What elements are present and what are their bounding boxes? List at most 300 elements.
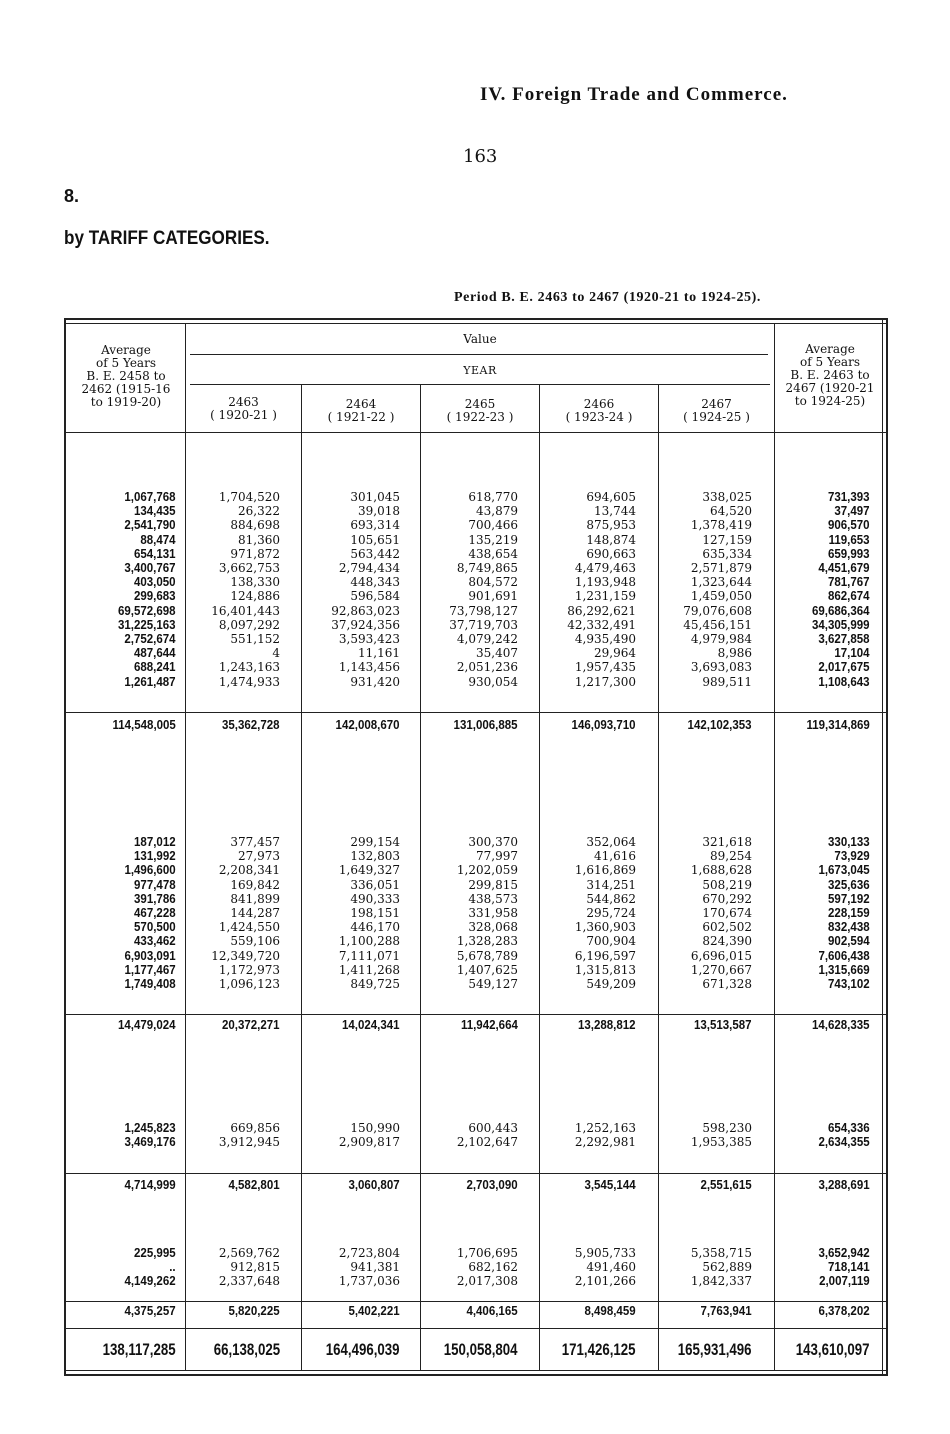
grand-total: 165,931,496 [678,1340,752,1359]
table-cell: 700,904 [586,934,636,949]
table-cell: 169,842 [230,877,280,892]
table-cell: 669,856 [230,1121,280,1135]
table-cell: 325,636 [828,877,870,892]
table-cell: 328,068 [468,920,518,935]
table-cell: 3,652,942 [818,1246,870,1260]
table-cell: 148,874 [586,532,636,547]
group-2-total: 14,628,335 [812,1018,870,1032]
table-cell: 39,018 [358,504,400,519]
table-cell: 8,749,865 [456,561,518,576]
grand-total: 138,117,285 [102,1340,176,1359]
table-cell: 6,196,597 [574,948,636,963]
table-cell: 4,149,262 [124,1274,176,1289]
table-cell: 487,644 [134,646,176,661]
table-cell: 3,400,767 [124,561,176,576]
table-cell: 13,744 [594,504,636,519]
table-cell: 124,886 [230,589,280,604]
table-cell: 1,496,600 [124,863,176,878]
group-1-column-y2463 [211,490,280,689]
table-cell: 1,704,520 [218,490,280,504]
table-cell: 228,159 [828,906,870,921]
group-3-total: 4,714,999 [124,1178,176,1192]
table-cell: 781,767 [828,575,870,590]
table-cell: 8,097,292 [218,617,280,632]
table-cell: 3,662,753 [218,561,280,576]
table-cell: 688,241 [134,660,176,675]
year-underline [190,384,770,385]
table-cell: 446,170 [350,920,400,935]
table-cell: 971,872 [230,546,280,561]
table-cell: 2,541,790 [124,518,176,533]
table-cell: 299,154 [350,835,400,849]
table-cell: 694,605 [586,490,636,504]
table-cell: 1,749,408 [124,977,176,992]
col-divider-4 [539,384,540,1370]
table-cell: 119,653 [829,532,870,547]
table-cell: 16,401,443 [211,603,280,618]
table-cell: 6,903,091 [124,948,176,963]
table-cell: 86,292,621 [567,603,636,618]
table-cell: 2,292,981 [574,1135,636,1150]
table-cell: 73,798,127 [449,603,518,618]
table-cell: 718,141 [828,1260,870,1275]
table-cell: 170,674 [702,906,752,921]
table-cell: 336,051 [350,877,400,892]
group-3-column-y2463 [219,1121,280,1149]
table-cell: 27,973 [238,849,280,864]
table-bottom-rule [64,1374,888,1376]
group-1-column-y2464 [331,490,400,689]
table-cell: 1,067,768 [124,490,176,504]
group-3-total: 3,288,691 [818,1178,870,1192]
group-3-column-y2466 [575,1121,636,1149]
col-divider-5 [658,384,659,1370]
group-2-total-rule [64,1014,888,1015]
group-3-column-avg_prev [125,1121,176,1149]
header-bottom-rule [64,432,888,433]
section-title: by TARIFF CATEGORIES. [64,228,270,249]
table-cell: 1,474,933 [218,674,280,689]
header-2467: 2467 ( 1924-25 ) [683,397,750,424]
group-2-column-y2463 [211,835,280,991]
header-2466: 2466 ( 1923-24 ) [565,397,633,424]
group-2-total: 14,024,341 [342,1018,400,1032]
table-cell: 549,127 [468,977,518,992]
table-cell: 1,252,163 [574,1121,636,1135]
table-cell: 875,953 [586,518,636,533]
group-1-total: 119,314,869 [806,718,870,732]
table-cell: 1,737,036 [338,1274,400,1289]
table-cell: 92,863,023 [331,603,400,618]
table-cell: 331,958 [468,906,518,921]
group-1-column-avg_curr [812,490,870,689]
table-cell: 4,979,984 [690,632,752,647]
group-1-total: 142,008,670 [336,718,400,732]
table-cell: 1,649,327 [338,863,400,878]
table-cell: 1,616,869 [574,863,636,878]
grand-total: 143,610,097 [796,1340,870,1359]
table-cell: 1,193,948 [574,575,636,590]
table-cell: 4,479,463 [574,561,636,576]
group-2-total: 13,513,587 [694,1018,752,1032]
table-cell: .. [169,1260,176,1275]
table-cell: 2,051,236 [456,660,518,675]
group-1-total-rule [64,712,888,713]
table-cell: 1,315,813 [574,962,636,977]
table-cell: 598,230 [702,1121,752,1135]
table-cell: 135,219 [468,532,518,547]
group-4-total: 7,763,941 [700,1304,752,1318]
table-cell: 1,270,667 [690,962,752,977]
group-1-total: 146,093,710 [572,718,636,732]
table-cell: 682,162 [468,1260,518,1275]
table-cell: 901,691 [468,589,518,604]
grand-total: 164,496,039 [326,1340,400,1359]
table-cell: 902,594 [828,934,870,949]
group-1-column-y2467 [683,490,752,689]
table-cell: 597,192 [828,891,870,906]
table-cell: 5,678,789 [456,948,518,963]
table-cell: 37,497 [834,504,870,519]
table-cell: 69,686,364 [812,603,870,618]
table-cell: 849,725 [350,977,400,992]
table-cell: 69,572,698 [118,603,176,618]
table-cell: 549,209 [586,977,636,992]
table-cell: 1,360,903 [574,920,636,935]
table-cell: 2,569,762 [218,1246,280,1260]
group-4-total: 5,402,221 [348,1304,400,1318]
table-cell: 804,572 [468,575,518,590]
table-cell: 884,698 [230,518,280,533]
table-cell: 3,627,858 [818,632,870,647]
table-cell: 5,358,715 [690,1246,752,1260]
table-cell: 731,393 [828,490,870,504]
value-underline [190,354,768,355]
table-cell: 6,696,015 [690,948,752,963]
table-cell: 391,786 [134,891,176,906]
table-cell: 659,993 [828,546,870,561]
table-cell: 299,683 [134,589,176,604]
table-cell: 7,606,438 [818,948,870,963]
table-cell: 26,322 [238,504,280,519]
table-cell: 138,330 [230,575,280,590]
table-cell: 42,332,491 [567,617,636,632]
table-cell: 563,442 [350,546,400,561]
col-divider-2 [301,384,302,1370]
table-cell: 144,287 [230,906,280,921]
table-cell: 941,381 [350,1260,400,1275]
table-cell: 832,438 [828,920,870,935]
table-cell: 1,177,467 [124,962,176,977]
group-3-column-y2467 [691,1121,752,1149]
group-2-column-y2467 [691,835,752,991]
table-cell: 3,912,945 [218,1135,280,1150]
table-cell: 1,245,823 [124,1121,176,1135]
header-year: YEAR [463,364,497,377]
group-3-total-rule [64,1173,888,1174]
table-cell: 330,133 [828,835,870,849]
col-divider-1 [185,323,186,1370]
header-value: Value [463,332,497,346]
group-4-total-rule [64,1301,888,1302]
table-cell: 321,618 [702,835,752,849]
table-cell: 2,208,341 [218,863,280,878]
table-cell: 4,079,242 [456,632,518,647]
table-cell: 127,159 [702,532,752,547]
table-cell: 3,469,176 [124,1135,176,1150]
group-4-total: 4,406,165 [466,1304,518,1318]
table-cell: 3,693,083 [690,660,752,675]
table-cell: 824,390 [702,934,752,949]
table-cell: 438,573 [468,891,518,906]
table-right-border-inner [882,318,883,1376]
group-4-column-y2467 [691,1246,752,1289]
table-cell: 300,370 [468,835,518,849]
grand-total: 171,426,125 [562,1340,636,1359]
table-cell: 34,305,999 [812,617,870,632]
table-cell: 131,992 [134,849,176,864]
group-2-column-y2466 [575,835,636,991]
table-cell: 377,457 [230,835,280,849]
table-cell: 2,634,355 [818,1135,870,1150]
group-3-column-y2464 [339,1121,400,1149]
table-cell: 671,328 [702,977,752,992]
group-4-column-avg_prev [125,1246,176,1289]
table-cell: 862,674 [828,589,870,604]
header-2463: 2463 ( 1920-21 ) [210,395,277,422]
table-cell: 930,054 [468,674,518,689]
table-cell: 1,673,045 [818,863,870,878]
table-cell: 2,007,119 [819,1274,870,1289]
table-cell: 654,336 [828,1121,870,1135]
table-cell: 35,407 [476,646,518,661]
table-cell: 1,407,625 [456,962,518,977]
table-cell: 551,152 [230,632,280,647]
table-cell: 2,723,804 [338,1246,400,1260]
table-cell: 88,474 [140,532,176,547]
section-number: 8. [64,186,80,206]
group-2-total: 13,288,812 [578,1018,636,1032]
group-4-column-y2463 [219,1246,280,1289]
table-cell: 906,570 [828,518,870,533]
table-cell: 2,794,434 [338,561,400,576]
group-1-total: 131,006,885 [454,718,518,732]
running-head: IV. Foreign Trade and Commerce. [480,84,788,105]
table-cell: 2,909,817 [338,1135,400,1150]
table-cell: 596,584 [350,589,400,604]
table-left-border [64,318,66,1376]
table-cell: 559,106 [230,934,280,949]
period-line: Period B. E. 2463 to 2467 (1920-21 to 1924-25). [454,290,762,305]
table-cell: 198,151 [350,906,400,921]
table-cell: 600,443 [468,1121,518,1135]
table-cell: 670,292 [702,891,752,906]
group-1-column-y2465 [449,490,518,689]
table-cell: 338,025 [702,490,752,504]
trade-table [64,318,888,1376]
table-cell: 912,815 [230,1260,280,1275]
table-cell: 81,360 [238,532,280,547]
table-cell: 37,924,356 [331,617,400,632]
table-top-rule [64,318,888,320]
table-cell: 403,050 [134,575,176,590]
grand-total: 66,138,025 [213,1340,280,1359]
group-2-column-avg_curr [819,835,870,991]
table-cell: 841,899 [230,891,280,906]
table-cell: 2,102,647 [456,1135,518,1150]
table-cell: 187,012 [134,835,176,849]
table-cell: 3,593,423 [338,632,400,647]
table-cell: 700,466 [468,518,518,533]
table-cell: 1,459,050 [690,589,752,604]
table-cell: 1,424,550 [218,920,280,935]
group-4-column-y2466 [575,1246,636,1289]
table-cell: 433,462 [134,934,176,949]
table-cell: 4 [272,646,280,661]
table-cell: 79,076,608 [683,603,752,618]
group-3-column-y2465 [457,1121,518,1149]
group-2-column-y2464 [339,835,400,991]
table-cell: 2,017,675 [818,660,870,675]
table-cell: 4,451,679 [818,561,870,576]
page-number: 163 [463,146,498,167]
table-cell: 43,879 [476,504,518,519]
table-cell: 931,420 [350,674,400,689]
group-2-total: 14,479,024 [118,1018,176,1032]
table-cell: 1,108,643 [818,674,870,689]
table-cell: 77,997 [476,849,518,864]
table-bottom-rule-inner [64,1370,888,1371]
header-2464: 2464 ( 1921-22 ) [327,397,395,424]
table-cell: 4,935,490 [574,632,636,647]
table-cell: 89,254 [710,849,752,864]
group-4-total: 5,820,225 [228,1304,280,1318]
table-cell: 1,096,123 [218,977,280,992]
table-cell: 693,314 [350,518,400,533]
table-cell: 1,100,288 [338,934,400,949]
table-right-border [886,318,888,1376]
table-cell: 1,315,669 [818,962,870,977]
table-cell: 618,770 [468,490,518,504]
table-cell: 467,228 [134,906,176,921]
table-cell: 562,889 [702,1260,752,1275]
group-2-total: 11,942,664 [461,1018,518,1032]
group-2-total: 20,372,271 [222,1018,280,1032]
group-3-total: 2,551,615 [700,1178,752,1192]
group-4-column-y2464 [339,1246,400,1289]
table-cell: 105,651 [350,532,400,547]
table-cell: 29,964 [594,646,636,661]
table-cell: 37,719,703 [449,617,518,632]
col-divider-3 [420,384,421,1370]
header-average-current: Average of 5 Years B. E. 2463 to 2467 (1920-21 to 1924-25) [785,342,875,408]
table-cell: 654,131 [134,546,176,561]
group-1-total: 142,102,353 [688,718,752,732]
table-cell: 602,502 [702,920,752,935]
table-cell: 2,752,674 [124,632,176,647]
group-3-total: 3,060,807 [348,1178,400,1192]
group-1-column-avg_prev [118,490,176,689]
group-2-column-avg_prev [125,835,176,991]
table-cell: 150,990 [350,1121,400,1135]
group-1-total: 114,548,005 [112,718,176,732]
table-cell: 448,343 [350,575,400,590]
table-cell: 64,520 [710,504,752,519]
table-cell: 977,478 [134,877,176,892]
table-cell: 132,803 [350,849,400,864]
group-3-total: 3,545,144 [584,1178,636,1192]
table-cell: 41,616 [594,849,636,864]
group-2-column-y2465 [457,835,518,991]
group-1-column-y2466 [567,490,636,689]
table-cell: 743,102 [828,977,870,992]
table-cell: 8,986 [717,646,752,661]
table-cell: 1,261,487 [124,674,176,689]
table-cell: 352,064 [586,835,636,849]
table-cell: 17,104 [834,646,870,661]
table-cell: 1,706,695 [456,1246,518,1260]
table-cell: 12,349,720 [211,948,280,963]
table-cell: 1,243,163 [218,660,280,675]
table-cell: 1,172,973 [218,962,280,977]
table-cell: 295,724 [586,906,636,921]
table-cell: 301,045 [350,490,400,504]
table-cell: 45,456,151 [683,617,752,632]
table-cell: 570,500 [134,920,176,935]
table-cell: 1,328,283 [456,934,518,949]
group-4-column-y2465 [457,1246,518,1289]
table-cell: 73,929 [834,849,870,864]
table-cell: 1,953,385 [690,1135,752,1150]
group-4-total: 8,498,459 [584,1304,636,1318]
table-cell: 225,995 [134,1246,176,1260]
header-average-previous: Average of 5 Years B. E. 2458 to 2462 (1915-16 to 1919-20) [81,343,171,409]
table-cell: 1,323,644 [690,575,752,590]
col-divider-6 [774,323,775,1370]
table-cell: 2,571,879 [690,561,752,576]
table-cell: 438,654 [468,546,518,561]
table-cell: 1,957,435 [574,660,636,675]
table-cell: 491,460 [586,1260,636,1275]
table-cell: 314,251 [586,877,636,892]
table-cell: 635,334 [702,546,752,561]
table-cell: 11,161 [358,646,400,661]
table-cell: 544,862 [586,891,636,906]
table-cell: 1,688,628 [690,863,752,878]
group-3-total: 4,582,801 [228,1178,280,1192]
table-cell: 1,217,300 [574,674,636,689]
grand-total-rule [64,1328,888,1329]
table-top-rule-inner [64,323,888,324]
table-cell: 7,111,071 [338,948,400,963]
group-3-total: 2,703,090 [466,1178,518,1192]
table-cell: 989,511 [702,674,752,689]
group-3-column-avg_curr [819,1121,870,1149]
table-cell: 1,842,337 [690,1274,752,1289]
table-cell: 508,219 [702,877,752,892]
table-cell: 1,143,456 [338,660,400,675]
table-cell: 2,017,308 [456,1274,518,1289]
table-cell: 2,337,648 [218,1274,280,1289]
table-cell: 1,411,268 [338,962,400,977]
table-cell: 1,378,419 [690,518,752,533]
header-2465: 2465 ( 1922-23 ) [446,397,514,424]
table-cell: 31,225,163 [118,617,176,632]
table-cell: 490,333 [350,891,400,906]
table-cell: 134,435 [134,504,176,519]
table-cell: 5,905,733 [574,1246,636,1260]
table-cell: 1,231,159 [574,589,636,604]
